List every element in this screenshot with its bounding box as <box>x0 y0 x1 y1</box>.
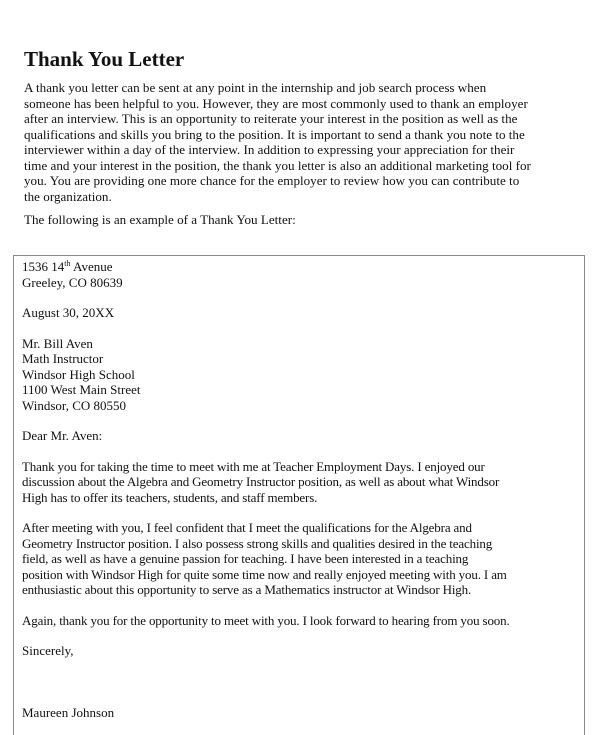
paragraph-line: Geometry Instructor position. I also possess strong skills and qualities desired in the teaching <box>22 535 493 551</box>
letter-date: August 30, 20XX <box>22 305 115 320</box>
signature-name: Maureen Johnson <box>22 704 115 720</box>
paragraph-line: position with Windsor High for quite some time now and really enjoyed meeting with you. I am <box>22 566 507 582</box>
example-intro: The following is an example of a Thank You Letter: <box>24 212 296 227</box>
recipient-line: Math Instructor <box>22 351 104 366</box>
intro-line: time and your interest in the position, the thank you letter is also an additional marketing tool for <box>24 157 531 173</box>
recipient-line: Windsor, CO 80550 <box>22 397 127 413</box>
paragraph-line: field, as well as have a genuine passion for teaching. I have been interested in a teaching <box>22 551 469 566</box>
paragraph-line: High has to offer its teachers, students, and staff members. <box>22 489 318 505</box>
intro-line: someone has been helpful to you. However, they are most commonly used to thank an employer <box>24 95 528 111</box>
sender-street-name: Avenue <box>70 259 113 274</box>
sender-city: Greeley, CO 80639 <box>22 274 123 290</box>
sender-address <box>22 259 578 290</box>
closing: Sincerely, <box>22 643 74 658</box>
intro-line: after an interview. This is an opportunity to reiterate your interest in the position as well as the <box>24 111 518 126</box>
example-letter-box <box>13 255 585 735</box>
letter-paragraph-3: Again, thank you for the opportunity to meet with you. I look forward to hearing from you soon. <box>22 612 510 628</box>
intro-line: the organization. <box>24 188 112 204</box>
recipient-address <box>22 336 578 414</box>
letter-paragraph-2 <box>22 520 578 598</box>
intro-line: A thank you letter can be sent at any point in the internship and job search process when <box>24 80 487 95</box>
intro-line: you. You are providing one more chance for the employer to review how you can contribute to <box>24 173 520 188</box>
paragraph-line: enthusiastic about this opportunity to serve as a Mathematics instructor at Windsor High. <box>22 582 472 597</box>
sender-street-number: 1536 14 <box>22 259 65 274</box>
intro-paragraph <box>24 80 580 204</box>
paragraph-line: discussion about the Algebra and Geometry Instructor position, as well as about what Windsor <box>22 474 500 489</box>
sender-street-suffix: th <box>64 259 71 268</box>
paragraph-line: After meeting with you, I feel confident that I meet the qualifications for the Algebra and <box>22 520 472 535</box>
page-title: Thank You Letter <box>24 47 185 71</box>
example-letter <box>22 259 578 720</box>
letter-paragraph-1 <box>22 459 578 506</box>
intro-line: interviewer within a day of the interview. In addition to expressing your appreciation for their <box>24 142 515 157</box>
recipient-line: Windsor High School <box>22 366 135 382</box>
salutation: Dear Mr. Aven: <box>22 428 103 443</box>
sender-street <box>22 259 578 275</box>
intro-line: qualifications and skills you bring to the position. It is important to send a thank you note to the <box>24 126 525 142</box>
recipient-line: Mr. Bill Aven <box>22 335 93 351</box>
recipient-line: 1100 West Main Street <box>22 382 141 397</box>
paragraph-line: Thank you for taking the time to meet with me at Teacher Employment Days. I enjoyed our <box>22 458 485 474</box>
